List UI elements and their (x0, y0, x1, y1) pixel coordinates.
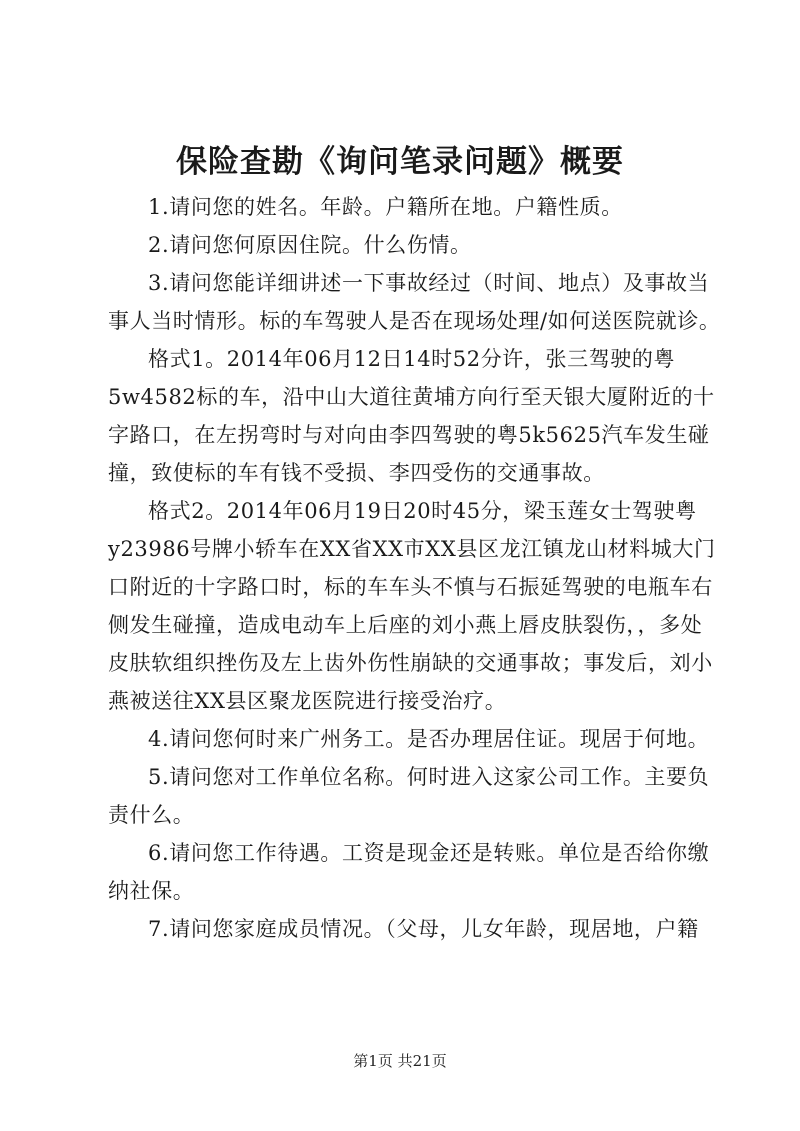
text-line-question-3-cont: 事人当时情形。标的车驾驶人是否在现场处理/如何送医院就诊。 (108, 309, 721, 333)
text-line-question-2: 2.请问您何原因住院。什么伤情。 (148, 233, 472, 257)
text-line-format-2-cont-3: 侧发生碰撞，造成电动车上后座的刘小燕上唇皮肤裂伤，，多处 (108, 613, 703, 637)
text-line-question-3: 3.请问您能详细讲述一下事故经过（时间、地点）及事故当 (148, 271, 710, 295)
text-line-format-2: 格式2。2014年06月19日20时45分，梁玉莲女士驾驶粤 (148, 499, 697, 523)
text-line-format-2-cont-5: 燕被送往XX县区聚龙医院进行接受治疗。 (108, 689, 507, 713)
text-line-format-2-cont-1: y23986号牌小轿车在XX省XX市XX县区龙江镇龙山材料城大门 (108, 537, 716, 561)
text-line-format-1: 格式1。2014年06月12日14时52分许，张三驾驶的粤 (148, 347, 676, 371)
text-line-question-5: 5.请问您对工作单位名称。何时进入这家公司工作。主要负 (148, 765, 710, 789)
text-line-question-4: 4.请问您何时来广州务工。是否办理居住证。现居于何地。 (148, 727, 710, 751)
text-line-format-2-cont-4: 皮肤软组织挫伤及左上齿外伤性崩缺的交通事故；事发后，刘小 (108, 651, 713, 675)
text-line-question-1: 1.请问您的姓名。年龄。户籍所在地。户籍性质。 (148, 195, 623, 219)
text-line-question-6: 6.请问您工作待遇。工资是现金还是转账。单位是否给你缴 (148, 841, 710, 865)
text-line-question-7: 7.请问您家庭成员情况。（父母，儿女年龄，现居地，户籍 (148, 917, 699, 941)
page-number-footer: 第1页 共21页 (353, 1052, 447, 1070)
text-line-format-2-cont-2: 口附近的十字路口时，标的车车头不慎与石振延驾驶的电瓶车右 (108, 575, 713, 599)
text-line-format-1-cont-2: 字路口，在左拐弯时与对向由李四驾驶的粤5k5625汽车发生碰 (108, 423, 710, 447)
text-line-question-5-cont: 责什么。 (108, 803, 195, 827)
document-body (108, 188, 721, 948)
document-title: 保险查勘《询问笔录问题》概要 (176, 144, 624, 180)
text-line-format-1-cont-3: 撞，致使标的车有钱不受损、李四受伤的交通事故。 (108, 461, 605, 485)
text-line-question-6-cont: 纳社保。 (108, 879, 195, 903)
text-line-format-1-cont-1: 5w4582标的车，沿中山大道往黄埔方向行至天银大厦附近的十 (108, 385, 715, 409)
